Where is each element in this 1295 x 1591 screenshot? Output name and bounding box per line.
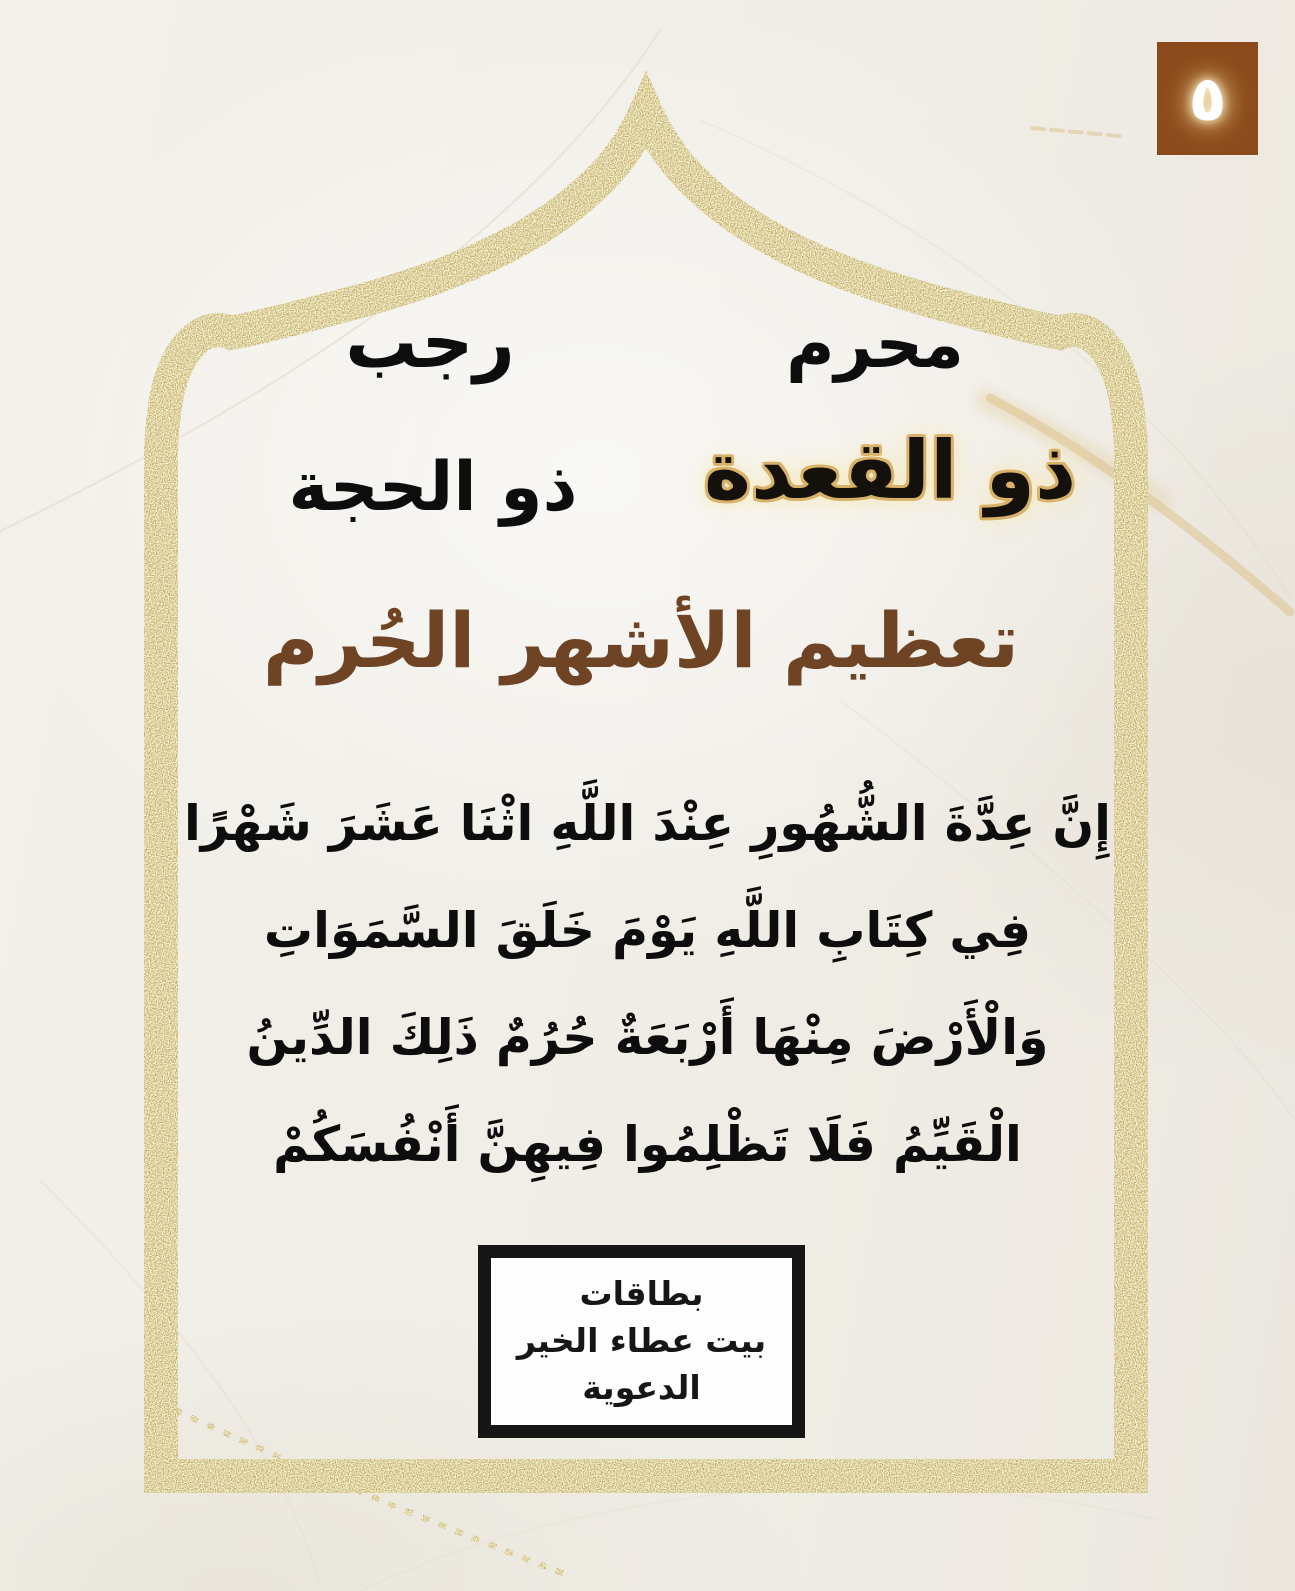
verse-line-3-text: وَالْأَرْضَ مِنْهَا أَرْبَعَةٌ حُرُمٌ ذَلِكَ الدِّينُ <box>246 1009 1049 1066</box>
verse-line-1 <box>75 770 1220 877</box>
verse-line-4 <box>75 1091 1220 1198</box>
month-rajab <box>255 300 605 384</box>
card-title <box>222 596 1060 685</box>
month-muharram <box>700 306 1050 383</box>
publisher-line-1 <box>491 1271 792 1318</box>
month-dhul-hijjah-label: ذو الحجة <box>288 448 578 527</box>
card-number: ٥ <box>1188 61 1227 135</box>
month-muharram-label: محرم <box>786 306 964 383</box>
verse-line-1-text: إِنَّ عِدَّةَ الشُّهُورِ عِنْدَ اللَّهِ اثْنَا عَشَرَ شَهْرًا <box>184 795 1111 852</box>
verse-line-3 <box>75 984 1220 1091</box>
publisher-line-2 <box>491 1318 792 1365</box>
month-dhul-qadah <box>652 424 1128 517</box>
month-rajab-label: رجب <box>345 300 515 384</box>
month-dhul-qadah-label: ذو القعدة <box>703 424 1077 517</box>
month-dhul-hijjah <box>228 448 638 527</box>
publisher-box <box>478 1245 805 1438</box>
publisher-line-3-text: الدعوية <box>582 1367 701 1407</box>
card-title-text: تعظيم الأشهر الحُرم <box>262 596 1020 685</box>
card-number-badge <box>1157 42 1258 155</box>
publisher-line-2-text: بيت عطاء الخير <box>516 1321 767 1361</box>
publisher-line-1-text: بطاقات <box>579 1274 704 1314</box>
verse-line-2-text: فِي كِتَابِ اللَّهِ يَوْمَ خَلَقَ السَّمَوَاتِ <box>263 902 1032 959</box>
verse-line-2 <box>75 877 1220 984</box>
quran-verse <box>75 770 1220 1198</box>
verse-line-4-text: الْقَيِّمُ فَلَا تَظْلِمُوا فِيهِنَّ أَنْفُسَكُمْ <box>273 1116 1022 1173</box>
publisher-line-3 <box>491 1365 792 1412</box>
